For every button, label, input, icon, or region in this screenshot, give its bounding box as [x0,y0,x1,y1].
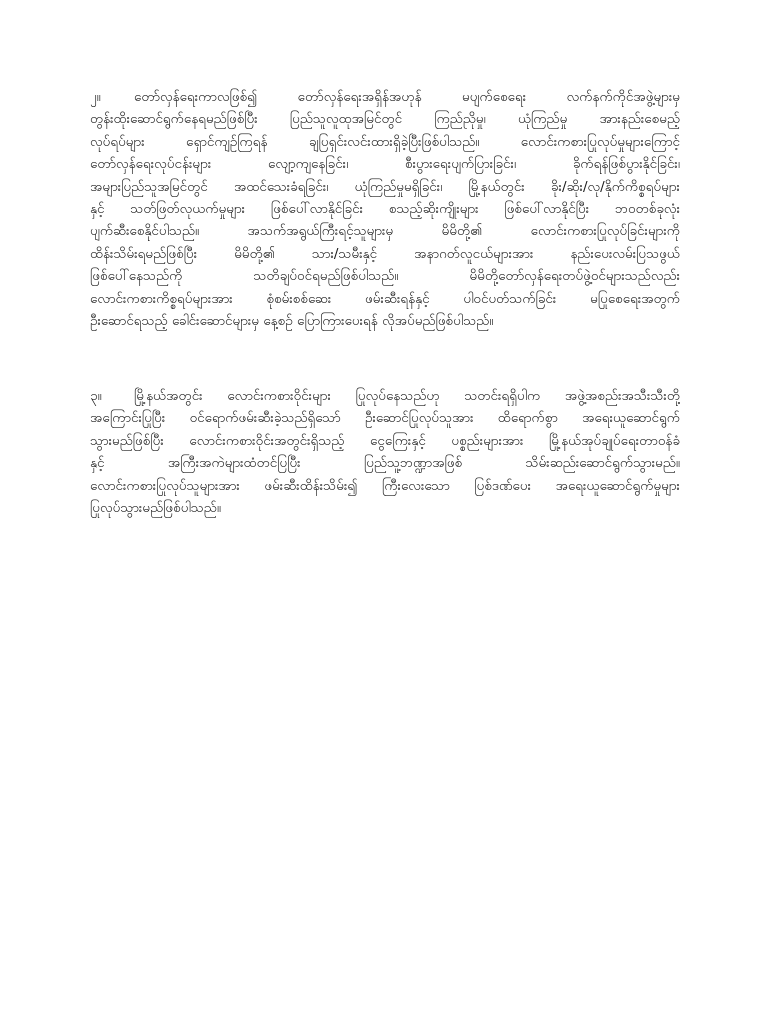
line-text: တော်လှန်ရေးကာလဖြစ်၍ တော်လှန်ရေးအရှိန်အဟုန် မပျက်စေရေး လက်နက်ကိုင်အဖွဲ့များမှ [134,89,680,105]
paragraph-line: လောင်းကစားကိစ္စရပ်များအား စုံစမ်းစစ်ဆေး ဖမ်းဆီးရန်နှင့် ပါဝင်ပတ်သက်ခြင်း မပြုစေရေးအတွက် [90,290,680,307]
paragraph-line: သွားမည်ဖြစ်ပြီး လောင်းကစားဝိုင်းအတွင်းရှိသည့် ငွေကြေးနှင့် ပစ္စည်းများအား မြို့နယ်အုပ်ချုပ်ရေးတာဝန်ခံ [90,432,680,449]
paragraph-line [90,385,680,407]
paragraph-line: နှင့် သတ်ဖြတ်လုယက်မှုများ ဖြစ်ပေါ်လာနိုင်ခြင်း စသည့်ဆိုးကျိုးများ ဖြစ်ပေါ်လာနိုင်ပြီး ဘဝတစ်ခုလုံး [90,201,680,218]
paragraph-line: နှင့် အကြီးအကဲများထံတင်ပြပြီး ပြည်သူ့ဘဏ္ဍာအဖြစ် သိမ်းဆည်းဆောင်ရွက်သွားမည်။ [90,455,680,472]
line-text: မြို့နယ်အတွင်း လောင်းကစားဝိုင်းများ ပြုလုပ်နေသည်ဟု သတင်းရရှိပါက အဖွဲ့အစည်းအသီးသီးတို့ [134,388,680,404]
paragraph-line: အကြောင်းပြုပြီး ဝင်ရောက်ဖမ်းဆီးခဲ့သည်ရှိသော် ဦးဆောင်ပြုလုပ်သူအား ထိရောက်စွာ အရေးယူဆောင်ရွက် [90,410,680,427]
paragraph-line: ပျက်ဆီးစေနိုင်ပါသည်။ အသက်အရွယ်ကြီးရင့်သူများမှ မိမိတို့၏ လောင်းကစားပြုလုပ်ခြင်းများကို [90,223,680,240]
paragraph-line: လောင်းကစားပြုလုပ်သူများအား ဖမ်းဆီးထိန်းသိမ်း၍ ကြီးလေးသော ပြစ်ဒဏ်ပေး အရေးယူဆောင်ရွက်မှုများ [90,477,680,494]
paragraph-line: ထိန်းသိမ်းရမည်ဖြစ်ပြီး မိမိတို့၏ သား/သမီးနှင့် အနာဂတ်လူငယ်များအား နည်းပေးလမ်းပြသဖွယ် [90,245,680,262]
paragraph-line: အများပြည်သူအမြင်တွင် အထင်သေးခံရခြင်း၊ ယုံကြည်မှုမရှိခြင်း၊ မြို့နယ်တွင်း ခိုး/ဆိုး/လု/နိုက်ကိစ္စရပ်များ [90,178,680,195]
paragraph-2 [90,86,680,332]
paragraph-line: တော်လှန်ရေးလုပ်ငန်းများ လျော့ကျနေခြင်း၊ စီးပွားရေးပျက်ပြားခြင်း၊ ခိုက်ရန်ဖြစ်ပွားနိုင်ခြင်း၊ [90,156,680,173]
paragraph-3 [90,385,680,519]
paragraph-line: ဦးဆောင်ရသည့် ခေါင်းဆောင်များမှ နေ့စဉ် ပြောကြားပေးရန် လိုအပ်မည်ဖြစ်ပါသည်။ [90,313,494,330]
paragraph-line: တွန်းထိုးဆောင်ရွက်နေရမည်ဖြစ်ပြီး ပြည်သူလူထုအမြင်တွင် ကြည်ညိုမှု၊ ယုံကြည်မှု အားနည်းစေမည့် [90,111,680,128]
paragraph-number: ၃။ [90,388,102,404]
paragraph-line: လုပ်ရပ်များ ရှောင်ကျဉ်ကြရန် ချပြရှင်းလင်းထားရှိခဲ့ပြီးဖြစ်ပါသည်။ လောင်းကစားပြုလုပ်မှုများကြောင့် [90,133,680,150]
paragraph-line: ပြုလုပ်သွားမည်ဖြစ်ပါသည်။ [90,500,221,517]
paragraph-number: ၂။ [90,89,101,105]
paragraph-line [90,86,680,108]
paragraph-line: ဖြစ်ပေါ်နေသည်ကို သတိချပ်ဝင်ရမည်ဖြစ်ပါသည်။ မိမိတို့တော်လှန်ရေးတပ်ဖွဲ့ဝင်များသည်လည်း [90,268,680,285]
